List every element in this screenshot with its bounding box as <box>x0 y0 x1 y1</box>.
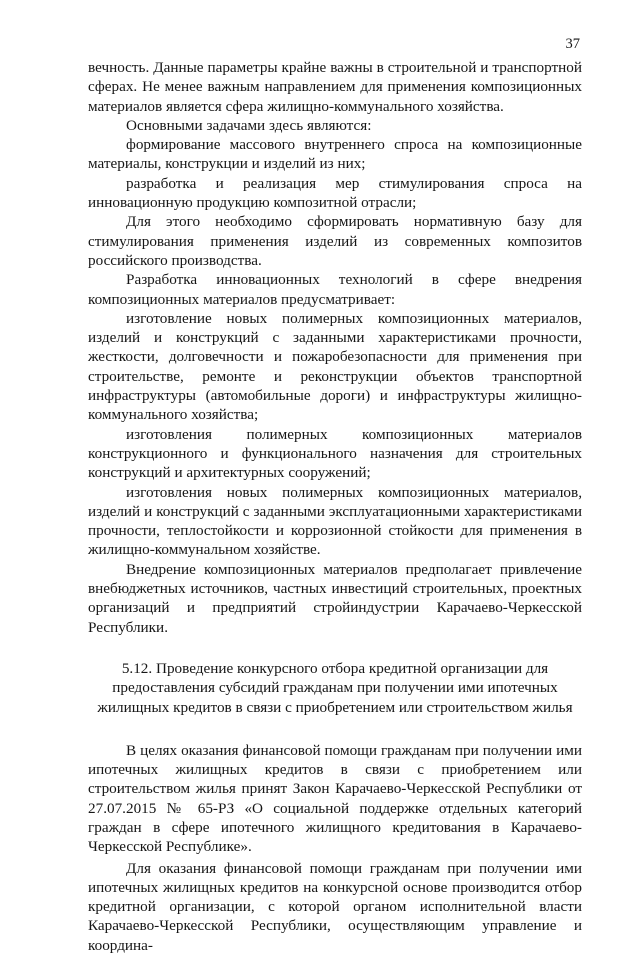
paragraph-normative-base: Для этого необходимо сформировать нормативную базу для стимулирования применения изделий из современных композитов российского производства. <box>88 213 582 269</box>
section-heading: 5.12. Проведение конкурсного отбора кредитной организации для предоставления субсидий гражданам при получении ими ипотечных жилищных кредитов в связи с приобретением или строительством жилья <box>97 659 573 716</box>
paragraph-investment: Внедрение композиционных материалов предполагает привлечение внебюджетных источников, частных инвестиций строительных, проектных организаций и предприятий стройиндустрии Карачаево-Черкесской Республики. <box>88 560 582 636</box>
paragraph-law: В целях оказания финансовой помощи гражданам при получении ими ипотечных жилищных кредитов в связи с приобретением или строительством жилья принят Закон Карачаево-Черкесской Республики от 27.07.2015 № 65-РЗ «О социальной поддержке отдельных категорий граждан в сфере ипотечного жилищного кредитования в Карачаево-Черкесской Республике». <box>88 741 582 856</box>
paragraph-task-stimulus: разработка и реализация мер стимулирования спроса на инновационную продукцию композитной отрасли; <box>88 174 582 212</box>
paragraph-continuation: вечность. Данные параметры крайне важны в строительной и транспортной сферах. Не менее важным направлением для применения композиционных материалов является сфера жилищно-коммунального хозяйства. <box>88 59 582 115</box>
page-number: 37 <box>565 36 580 52</box>
paragraph-item-architecture: изготовления полимерных композиционных материалов конструкционного и функционального назначения для строительных конструкций и архитектурных сооружений; <box>88 425 582 482</box>
paragraph-selection: Для оказания финансовой помощи гражданам при получении ими ипотечных жилищных кредитов на конкурсной основе производится отбор кредитной организации, с которой органом исполнительной власти Карачаево-Черкесской Республики, осуществляющим управление и координа- <box>88 859 582 954</box>
paragraph-task-demand: формирование массового внутреннего спроса на композиционные материалы, конструкции и изделий из них; <box>88 136 582 173</box>
paragraph-tasks-intro: Основными задачами здесь являются: <box>126 116 372 134</box>
paragraph-item-transport: изготовление новых полимерных композиционных материалов, изделий и конструкций с заданными характеристиками прочности, жесткости, долговечности и пожаробезопасности для применения при строительстве, ремонте и реконструкции объектов транспортной инфраструктуры (автомобильные дороги) и инфраструктуры жилищно-коммунального хозяйства; <box>88 309 582 424</box>
paragraph-item-housing: изготовления новых полимерных композиционных материалов, изделий и конструкций с заданными эксплуатационными характеристиками прочности, теплостойкости и коррозионной стойкости для применения в жилищно-коммунальном хозяйстве. <box>88 483 582 559</box>
paragraph-innovation-intro: Разработка инновационных технологий в сфере внедрения композиционных материалов предусматривает: <box>88 271 582 308</box>
page-body <box>88 58 582 955</box>
